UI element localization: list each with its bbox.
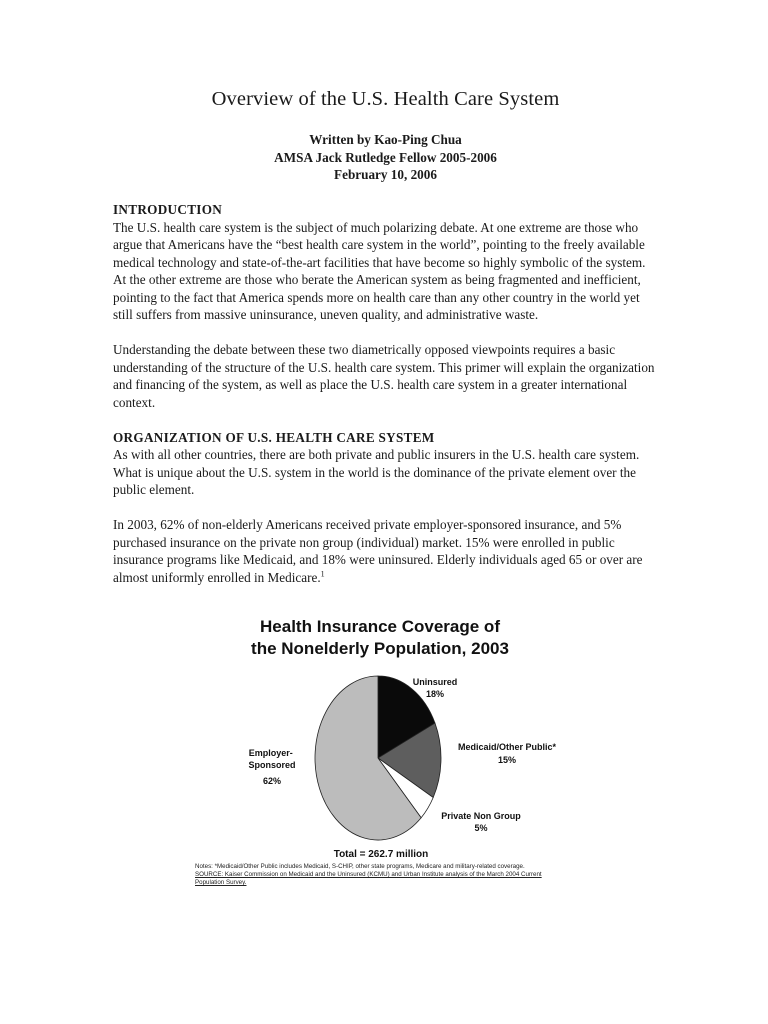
- section-heading-introduction: INTRODUCTION: [113, 202, 223, 217]
- chart-source: SOURCE: Kaiser Commission on Medicaid and the Uninsured (KCMU) and Urban Institute analysis of the March 2004 Current Population Survey.: [195, 871, 542, 886]
- medicaid-value-label: 15%: [497, 755, 517, 765]
- footnote-marker: 1: [320, 569, 325, 579]
- document-page: [113, 88, 658, 586]
- section-heading-organization: ORGANIZATION OF U.S. HEALTH CARE SYSTEM: [113, 429, 435, 445]
- introduction-paragraph-2: Understanding the debate between these two diametrically opposed viewpoints requires a basic understanding of the structure of the U.S. health care system. This primer will explain the organization and financing of the system, as well as place the U.S. health care system in a greater international context.: [113, 342, 655, 410]
- chart-title: Health Insurance Coverage of: [260, 617, 500, 636]
- uninsured-value-label: 18%: [425, 689, 445, 699]
- employer-sponsored-value-label: 62%: [262, 776, 282, 786]
- medicaid-label: Medicaid/Other Public*: [457, 742, 557, 752]
- employer-sponsored-label: Employer- Sponsored: [248, 748, 296, 770]
- date-line: February 10, 2006: [334, 167, 437, 182]
- byline: [113, 131, 658, 184]
- chart-notes: Notes: *Medicaid/Other Public includes Medicaid, S-CHIP, other state programs, Medicare and military-related coverage.: [195, 863, 525, 870]
- coverage-pie-chart-figure: [193, 606, 567, 914]
- organization-paragraph-2-text: In 2003, 62% of non-elderly Americans received private employer-sponsored insurance, and 5% purchased insurance on the private non group (individual) market. 15% were enrolled in public insurance programs like Medicaid, and 18% were uninsured. Elderly individuals aged 65 or over are almost uniformly enrolled in Medicare.: [113, 517, 643, 585]
- fellowship-line: AMSA Jack Rutledge Fellow 2005-2006: [274, 149, 497, 165]
- organization-paragraph-1: As with all other countries, there are both private and public insurers in the U.S. health care system. What is unique about the U.S. system in the world is the dominance of the private element over the public element.: [113, 447, 640, 497]
- pie-slices: [315, 676, 441, 840]
- private-non-group-label: Private Non Group: [441, 811, 521, 821]
- author-line: Written by Kao-Ping Chua: [309, 132, 462, 147]
- coverage-pie-chart: [193, 606, 567, 914]
- uninsured-label: Uninsured: [412, 677, 458, 687]
- chart-notes-container: [195, 863, 565, 913]
- introduction-paragraph-1: The U.S. health care system is the subject of much polarizing debate. At one extreme are those who argue that Americans have the “best health care system in the world”, pointing to the freely available medical technology and state-of-the-art facilities that have become so highly symbolic of the system. At the other extreme are those who berate the American system as being fragmented and inefficient, pointing to the fact that America spends more on health care than any other country in the world yet still suffers from massive uninsurance, uneven quality, and administrative waste.: [113, 219, 646, 322]
- document-title: Overview of the U.S. Health Care System: [211, 88, 560, 110]
- private-non-group-value-label: 5%: [474, 823, 488, 833]
- chart-subtitle: the Nonelderly Population, 2003: [251, 639, 509, 658]
- chart-total-label: Total = 262.7 million: [333, 849, 429, 860]
- organization-paragraph-2: [113, 516, 658, 586]
